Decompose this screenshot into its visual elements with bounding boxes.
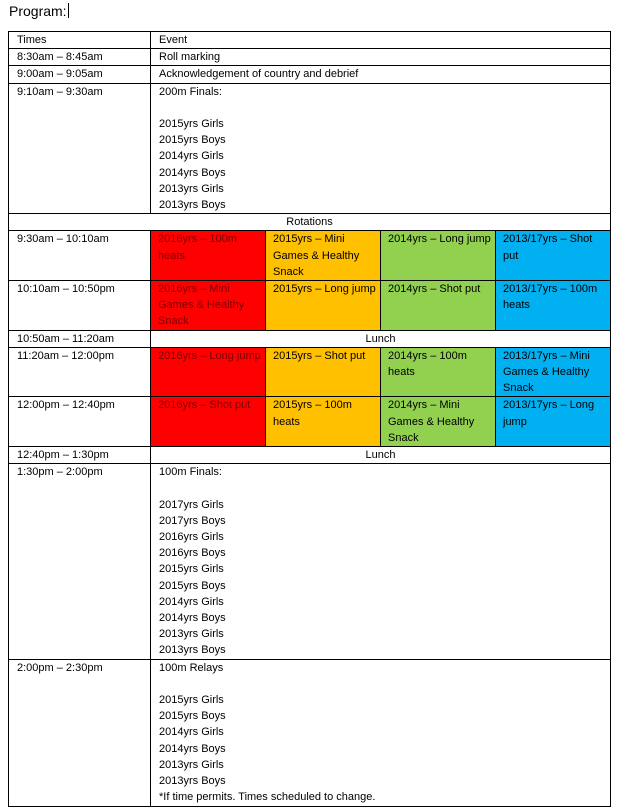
rotation-cell-2015: 2015yrs – Shot put — [266, 347, 381, 397]
time-cell: 9:00am – 9:05am — [9, 66, 151, 83]
list-item: 2015yrs Girls — [159, 694, 224, 707]
lunch-row — [9, 447, 611, 464]
rotation-cell-2014: 2014yrs – Mini Games & Healthy Snack — [381, 397, 496, 447]
list-item: 2014yrs Girls — [159, 726, 224, 739]
list-item: 2013yrs Boys — [159, 644, 226, 657]
time-cell: 12:40pm – 1:30pm — [9, 447, 151, 464]
time-cell: 1:30pm – 2:00pm — [9, 464, 151, 659]
rotations-row — [9, 214, 611, 231]
lunch-label: Lunch — [151, 447, 611, 464]
event-cell: Acknowledgement of country and debrief — [151, 66, 611, 83]
list-item: 2016yrs Boys — [159, 547, 226, 560]
time-cell: 9:10am – 9:30am — [9, 83, 151, 214]
rotation-row — [9, 231, 611, 281]
list-item: 2015yrs Girls — [159, 118, 224, 130]
program-table — [8, 31, 611, 807]
header-row — [9, 32, 611, 49]
rotation-cell-2015: 2015yrs – Long jump — [266, 281, 381, 331]
rotation-cell-2013-17: 2013/17yrs – 100m heats — [496, 281, 611, 331]
rotation-cell-2013-17: 2013/17yrs – Mini Games & Healthy Snack — [496, 347, 611, 397]
time-cell: 2:00pm – 2:30pm — [9, 659, 151, 806]
list-item: 2014yrs Boys — [159, 742, 226, 755]
time-cell: 9:30am – 10:10am — [9, 231, 151, 281]
document-heading[interactable] — [9, 2, 69, 20]
list-item: 2014yrs Boys — [159, 166, 226, 179]
list-item: 2014yrs Girls — [159, 150, 224, 163]
event-title: 100m Relays — [159, 661, 224, 674]
lunch-row — [9, 330, 611, 347]
time-cell: 12:00pm – 12:40pm — [9, 397, 151, 447]
time-cell: 8:30am – 8:45am — [9, 49, 151, 66]
list-item: 2017yrs Girls — [159, 498, 224, 511]
footnote: *If time permits. Times scheduled to change. — [159, 791, 376, 804]
list-item: 2015yrs Boys — [159, 579, 226, 592]
text-cursor — [68, 3, 69, 18]
heading-text: Program: — [9, 3, 67, 19]
time-cell: 10:50am – 11:20am — [9, 330, 151, 347]
rotation-cell-2016: 2016yrs – Long jump — [151, 347, 266, 397]
rotation-cell-2014: 2014yrs – Long jump — [381, 231, 496, 281]
list-item: 2013yrs Girls — [159, 758, 224, 771]
list-item: 2013yrs Girls — [159, 182, 224, 195]
event-title: 200m Finals: — [159, 85, 222, 98]
list-item: 2014yrs Boys — [159, 612, 226, 625]
rotation-cell-2016: 2016yrs – Shot put — [151, 397, 266, 447]
list-item: 2013yrs Boys — [159, 199, 226, 212]
table-row — [9, 659, 611, 806]
header-times: Times — [9, 32, 151, 49]
header-event: Event — [151, 32, 611, 49]
rotation-row — [9, 347, 611, 397]
list-item: 2016yrs Girls — [159, 531, 224, 544]
list-item: 2013yrs Girls — [159, 628, 224, 641]
list-item: 2013yrs Boys — [159, 775, 226, 788]
event-title: 100m Finals: — [159, 466, 222, 479]
table-row — [9, 49, 611, 66]
rotation-row — [9, 397, 611, 447]
table-row — [9, 66, 611, 83]
table-row — [9, 464, 611, 659]
list-item: 2015yrs Boys — [159, 710, 226, 723]
rotations-label: Rotations — [9, 214, 611, 231]
list-item: 2015yrs Girls — [159, 563, 224, 576]
event-cell — [151, 464, 611, 659]
rotation-row — [9, 281, 611, 331]
rotation-cell-2013-17: 2013/17yrs – Shot put — [496, 231, 611, 281]
rotation-cell-2013-17: 2013/17yrs – Long jump — [496, 397, 611, 447]
list-item: 2017yrs Boys — [159, 514, 226, 527]
rotation-cell-2015: 2015yrs – 100m heats — [266, 397, 381, 447]
list-item: 2014yrs Girls — [159, 595, 224, 608]
rotation-cell-2016: 2016yrs – 100m heats — [151, 231, 266, 281]
event-cell: Roll marking — [151, 49, 611, 66]
time-cell: 10:10am – 10:50pm — [9, 281, 151, 331]
rotation-cell-2016: 2016yrs – Mini Games & Healthy Snack — [151, 281, 266, 331]
rotation-cell-2014: 2014yrs – 100m heats — [381, 347, 496, 397]
list-item: 2015yrs Boys — [159, 134, 226, 147]
table-row — [9, 83, 611, 214]
time-cell: 11:20am – 12:00pm — [9, 347, 151, 397]
rotation-cell-2014: 2014yrs – Shot put — [381, 281, 496, 331]
event-cell — [151, 83, 611, 214]
lunch-label: Lunch — [151, 330, 611, 347]
rotation-cell-2015: 2015yrs – Mini Games & Healthy Snack — [266, 231, 381, 281]
event-cell — [151, 659, 611, 806]
